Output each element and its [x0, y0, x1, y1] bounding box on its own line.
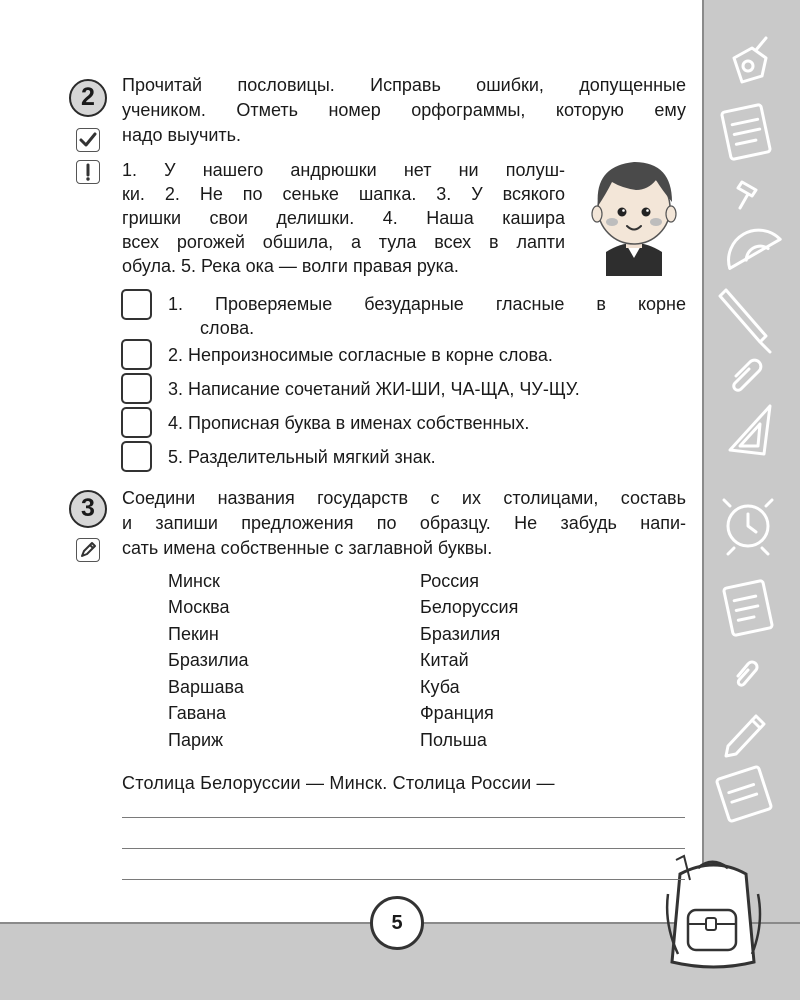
task-2-prompt-line-1: Прочитай пословицы. Исправь ошибки, допущенные	[122, 75, 686, 95]
backpack-illustration	[658, 854, 770, 972]
proverb-line-1: 1. У нашего андрюшки нет ни полуш-	[122, 160, 565, 180]
country-item: Россия	[420, 571, 480, 591]
writing-line-3[interactable]	[122, 879, 685, 880]
option-5-checkbox[interactable]	[121, 441, 152, 472]
option-3-text: 3. Написание сочетаний ЖИ-ШИ, ЧА-ЩА, ЧУ-ЩУ.	[168, 379, 580, 399]
option-3-checkbox[interactable]	[121, 373, 152, 404]
proverb-line-2: ки. 2. Не по сеньке шапка. 3. У всякого	[122, 184, 565, 204]
capital-item: Минск	[168, 571, 220, 591]
example-sentence: Столица Белоруссии — Минск. Столица России —	[122, 773, 555, 793]
pencil-write-icon	[76, 538, 100, 562]
country-item: Куба	[420, 677, 460, 697]
paperclip-icon	[734, 360, 761, 390]
writing-line-1[interactable]	[122, 817, 685, 818]
ruler-triangle-icon	[730, 406, 770, 454]
capital-item: Пекин	[168, 624, 219, 644]
task-3-prompt-line-1: Соедини названия государств с их столицами, составь	[122, 488, 686, 508]
country-item: Бразилия	[420, 624, 501, 644]
capital-item: Варшава	[168, 677, 244, 697]
decorative-sidebar	[702, 0, 800, 1000]
country-item: Китай	[420, 650, 469, 670]
pushpin-icon	[738, 182, 756, 208]
exclamation-icon	[76, 160, 100, 184]
task-2-prompt-line-3: надо выучить.	[122, 125, 242, 145]
spiral-notebook-icon	[723, 580, 772, 635]
boy-illustration	[580, 148, 688, 276]
task-3-number: 3	[69, 490, 107, 528]
capital-item: Бразилиа	[168, 650, 249, 670]
protractor-icon	[722, 225, 784, 269]
task-3-prompt-line-2: и запиши предложения по образцу. Не забудь напи-	[122, 513, 686, 533]
option-1-text-cont: слова.	[200, 318, 255, 338]
book-icon	[716, 766, 771, 821]
check-icon	[76, 128, 100, 152]
capital-item: Гавана	[168, 703, 227, 723]
option-5-text: 5. Разделительный мягкий знак.	[168, 447, 436, 467]
option-1-checkbox[interactable]	[121, 289, 152, 320]
proverb-line-3: гришки свои делишки. 4. Наша кашира	[122, 208, 565, 228]
task-2-number: 2	[69, 79, 107, 117]
option-1-text: 1. Проверяемые безударные гласные в корне	[168, 294, 686, 314]
paperclip-small-icon	[738, 662, 757, 685]
option-2-text: 2. Непроизносимые согласные в корне слова.	[168, 345, 553, 365]
capital-item: Париж	[168, 730, 224, 750]
task-3-prompt-line-3: сать имена собственные с заглавной буквы.	[122, 538, 493, 558]
option-4-text: 4. Прописная буква в именах собственных.	[168, 413, 530, 433]
option-2-checkbox[interactable]	[121, 339, 152, 370]
capital-item: Москва	[168, 597, 230, 617]
proverb-line-5: обула. 5. Река ока — волги правая рука.	[122, 256, 459, 276]
notepad-icon	[721, 104, 770, 159]
task-2-prompt-line-2: учеником. Отметь номер орфограммы, которую ему	[122, 100, 686, 120]
alarm-clock-icon	[724, 500, 772, 554]
proverb-line-4: всех рогожей обшила, а тула всех в лапти	[122, 232, 565, 252]
country-item: Польша	[420, 730, 487, 750]
country-item: Белоруссия	[420, 597, 519, 617]
country-item: Франция	[420, 703, 494, 723]
sharpener-icon	[734, 38, 766, 82]
writing-line-2[interactable]	[122, 848, 685, 849]
pencil-icon	[726, 716, 764, 756]
page-number: 5	[370, 896, 424, 950]
pen-icon	[720, 290, 770, 352]
option-4-checkbox[interactable]	[121, 407, 152, 438]
